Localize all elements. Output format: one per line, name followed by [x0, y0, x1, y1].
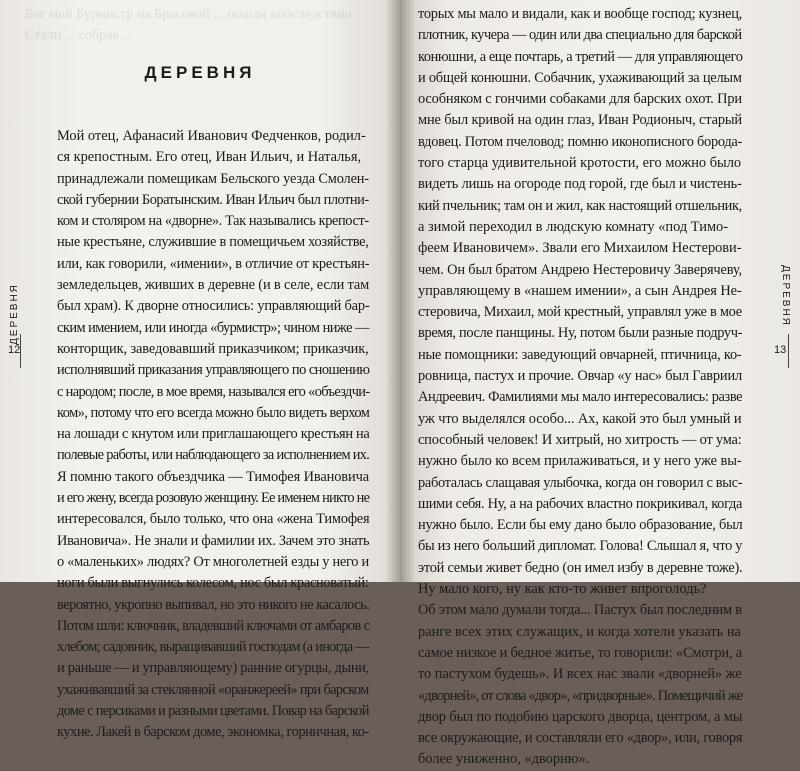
text-line: кухне. Лакей в барском доме, экономка, горничная, ко- [57, 724, 369, 741]
text-line: и раньше — и управляющему) ранние огурцы, дыни, [57, 660, 370, 677]
text-line: управляющему в «нашем имении», а сын Андрея Не- [418, 282, 742, 299]
text-line: ком и столяром на «дворне». Так назывались крепост- [57, 213, 369, 230]
text-line: и его жену, всегда розовую женщину. Ее именем никто не [57, 490, 370, 507]
text-line: интересовался, было только, что она «жена Тимофея [57, 511, 370, 528]
chapter-title: ДЕРЕВНЯ [144, 63, 256, 82]
text-line: ровница, пастух и прочие. Овчар «у нас» был Гавриил [418, 368, 742, 385]
text-line: а зимой переходил в людскую комнату «под Тимо- [418, 218, 729, 235]
text-line: то пастухом будешь». И всех нас звали «дворней» же [418, 666, 742, 683]
text-line: феем Ивановичем». Звали его Михаилом Нестерови- [418, 240, 742, 257]
text-line: уж что выделялся особо... Ах, какой это был умный и [418, 410, 742, 427]
text-line: кий пчельник; там он и жил, как настоящий отшельник, [418, 197, 742, 214]
text-line: мне был кривой на один глаз, Иван Родионыч, старый [418, 112, 742, 129]
text-line: особняком с гончими собаками для барских охот. При [418, 91, 742, 108]
right-margin-rule [788, 334, 789, 368]
text-line: Потом шли: ключник, владевший ключами от амбаров с [57, 617, 370, 634]
right-page-number: 13 [774, 344, 787, 356]
text-line: конторщик, заведовавший приказчиком; приказчик, [57, 340, 369, 357]
text-line: принадлежали помещикам Бельского уезда Смолен- [57, 170, 369, 187]
text-line: вероятно, укропно выпивал, но это никого не касалось. [57, 596, 370, 613]
text-line: двор был по подобию царского дворца, центром, а мы [418, 708, 743, 725]
text-line: ся крепостным. Его отец, Иван Ильич, и Наталья, [57, 149, 362, 166]
text-line: ные помощники: заведующий овчарней, птичница, ко- [418, 346, 742, 363]
text-line: и общей конюшни. Собачник, ухаживающий за целым [418, 69, 742, 86]
text-line: видеть лишь на огороде под горой, где был и чистень- [418, 176, 742, 193]
left-page-number: 12 [8, 344, 21, 356]
text-line: нужно было ко всем прилаживаться, и у него уже вы- [418, 453, 742, 470]
right-running-head: ДЕРЕВНЯ [780, 265, 791, 327]
text-line: или, как говорили, «имении», в отличие от крестьян- [57, 255, 370, 272]
text-line: все окружающие, и составляли его «двор», или, говоря [418, 730, 743, 747]
text-line: торых мы мало и видали, как и вообще господ; кузнец, [418, 6, 742, 22]
text-line: ским имением, или иногда «бурмистр»; чином ниже — [57, 319, 369, 336]
text-line: этой семьи живет бедно (он имел избу в деревне тоже). [418, 559, 743, 576]
text-line: способный человек! И хитрый, но хитрость — от ума: [418, 431, 742, 448]
text-line: Ну мало кого, ну как кто-то живет впроголодь? [418, 581, 707, 598]
text-line: Об этом мало думали тогда... Пастух был последним в [418, 602, 742, 619]
left-body-text [57, 126, 369, 744]
text-line: земледельцев, живших в деревне (и в селе, если там [57, 277, 370, 294]
text-line: был храм). К дворне относились: управляющий бар- [57, 298, 370, 315]
text-line: ные крестьяне, служившие в помещичьем хозяйстве, [57, 234, 369, 251]
text-line: ухаживавший за стеклянной «оранжереей» при барском [57, 681, 369, 698]
text-line: Я помню такого объездчика — Тимофея Ивановича [57, 468, 369, 485]
text-line: время, после панщины. Ну, потом были разные подруч- [418, 325, 743, 342]
text-line: на лошади с кнутом или приглашающего крестьян на [57, 426, 370, 443]
text-line: ской губернии Боратынским. Иван Ильич был плотни- [57, 191, 369, 208]
text-line: нужно было. Если бы ему дано было образование, был [418, 517, 743, 534]
text-line: Ивановича». Не знали и фамилии их. Зачем это знать [57, 532, 370, 549]
left-running-head: ДЕРЕВНЯ [9, 283, 20, 345]
text-line: работалась слащавая улыбочка, когда он говорил с выс- [418, 474, 743, 491]
text-line: с народом; после, в мое время, назывался его «объездчи- [57, 383, 370, 400]
text-line: «дворней», от слова «двор», «придворные». Помещичий же [418, 687, 743, 704]
text-line: вдовец. Потом пчеловод; помню иконописного борода- [418, 133, 743, 150]
text-line: бы из него больший дипломат. Голова! Слышал я, что у [418, 538, 743, 555]
text-line: чем. Он был братом Андрею Нестеровичу Заверячеву, [418, 261, 742, 278]
text-line: самое низкое и бедное житье, то говорили: «Смотри, а [418, 644, 742, 661]
text-line: ранге всех этих служащих, и когда хотели указать на [418, 623, 741, 640]
text-line: полевые работы, или наблюдающего за исполнением их. [57, 447, 370, 464]
text-line: ноги были выгнулись колесом, нос был красноватый: [57, 575, 369, 592]
right-body-text [418, 4, 742, 771]
text-line: стеровича, Михаил, мой крестный, управлял уже в мое [418, 304, 742, 321]
text-line: более униженно, «дворню». [418, 751, 590, 768]
text-line: Мой отец, Афанасий Иванович Федченков, родил- [57, 128, 366, 144]
text-line: исполнявший приказания управляющего по сношению [57, 362, 370, 379]
text-line: Андреевич. Фамилиями мы мало интересовались: разве [418, 389, 743, 406]
text-line: о «маленьких» людях? От многолетней езды у него и [57, 553, 369, 570]
text-line: доме с персиками и разными цветами. Повар на барской [57, 703, 369, 720]
ghost-text: Бог мой Бурмистр на Брасовой ... пошли впоследствии Стали ... собрав ... [25, 7, 353, 43]
text-line: ком», потому что его всегда можно было видеть верхом [57, 404, 370, 421]
text-line: конюшни, а еще почтарь, а третий — для управляющего [418, 48, 743, 65]
text-line: того старца удивительной кротости, его можно было [418, 155, 742, 172]
text-line: хлебом; садовник, выращивавший господам (а иногда — [57, 639, 369, 656]
text-line: шими себя. Ну, а на рабочих властно покрикивал, когда [418, 495, 743, 512]
text-line: плотник, кучера — один или два специально для барской [418, 27, 742, 44]
